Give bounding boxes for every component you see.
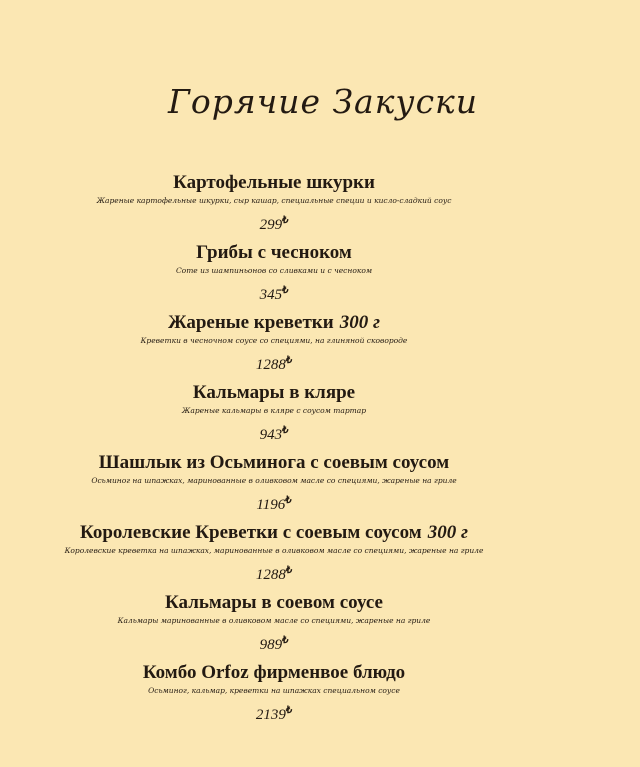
menu-item: [0, 521, 548, 585]
dish-name-text: Шашлык из Осьминога с соевым соусом: [98, 452, 450, 473]
dish-description: Жареные кальмары в кляре с соусом тартар: [181, 406, 367, 415]
dish-name: [0, 171, 548, 194]
dish-name: [0, 451, 548, 474]
dish-weight: 300 г: [339, 312, 380, 333]
dish-price: [0, 491, 548, 515]
dish-name: [0, 241, 548, 264]
dish-name: [0, 311, 548, 334]
menu-item: [0, 311, 548, 375]
dish-name-text: Картофельные шкурки: [173, 172, 375, 193]
dish-name-text: Комбо Orfoz фирменвое блюдо: [142, 662, 406, 683]
dish-price: [0, 631, 548, 655]
price-value: 2139: [255, 707, 286, 723]
dish-name-text: Кальмары в кляре: [192, 382, 356, 403]
currency-symbol: ₺: [282, 425, 289, 436]
dish-description: Жареные картофельные шкурки, сыр кашар, специальные специи и кисло-сладкий соус: [96, 196, 452, 205]
currency-symbol: ₺: [282, 215, 289, 226]
currency-symbol: ₺: [285, 495, 292, 506]
menu-item: [0, 661, 548, 725]
currency-symbol: ₺: [282, 635, 289, 646]
menu-item: [0, 171, 548, 235]
currency-symbol: ₺: [285, 565, 293, 576]
price-value: 989: [259, 637, 283, 653]
menu-item: [0, 241, 548, 305]
dish-description: Осьминог, кальмар, креветки на шпажках специальном соусе: [148, 686, 400, 695]
dish-price: [0, 211, 548, 235]
dish-price: [0, 701, 548, 725]
page-title: Горячие Закуски: [168, 82, 479, 121]
dish-name-text: Грибы с чесноком: [196, 242, 352, 263]
currency-symbol: ₺: [285, 355, 293, 366]
dish-description: Королевские креветка на шпажках, маринованные в оливковом масле со специями, жареные на гриле: [64, 546, 484, 555]
dish-name-text: Королевские Креветки с соевым соусом: [80, 522, 422, 543]
dish-price: [0, 421, 548, 445]
dish-name: [0, 521, 548, 544]
dish-price: [0, 351, 548, 375]
dish-name-text: Кальмары в соевом соусе: [165, 592, 383, 613]
dish-name: [0, 661, 548, 684]
menu-list: [0, 171, 548, 725]
currency-symbol: ₺: [282, 285, 289, 296]
price-value: 1288: [255, 357, 286, 373]
dish-price: [0, 561, 548, 585]
dish-description: Соте из шампиньонов со сливками и с чесноком: [175, 266, 373, 275]
price-value: 345: [259, 287, 283, 303]
dish-name-text: Жареные креветки: [168, 312, 334, 333]
price-value: 1288: [255, 567, 286, 583]
dish-description: Осьминог на шпажках, маринованные в оливковом масле со специями, жареные на гриле: [91, 476, 457, 485]
menu-item: [0, 381, 548, 445]
price-value: 299: [259, 217, 283, 233]
menu-item: [0, 451, 548, 515]
dish-description: Кальмары маринованные в оливковом масле со специями, жареные на гриле: [117, 616, 431, 625]
dish-name: [0, 381, 548, 404]
dish-name: [0, 591, 548, 614]
currency-symbol: ₺: [285, 705, 293, 716]
price-value: 1196: [256, 497, 286, 513]
dish-weight: 300 г: [427, 522, 468, 543]
dish-description: Креветки в чесночном соусе со специями, на глиняной сковороде: [140, 336, 408, 345]
menu-item: [0, 591, 548, 655]
price-value: 943: [259, 427, 283, 443]
dish-price: [0, 281, 548, 305]
